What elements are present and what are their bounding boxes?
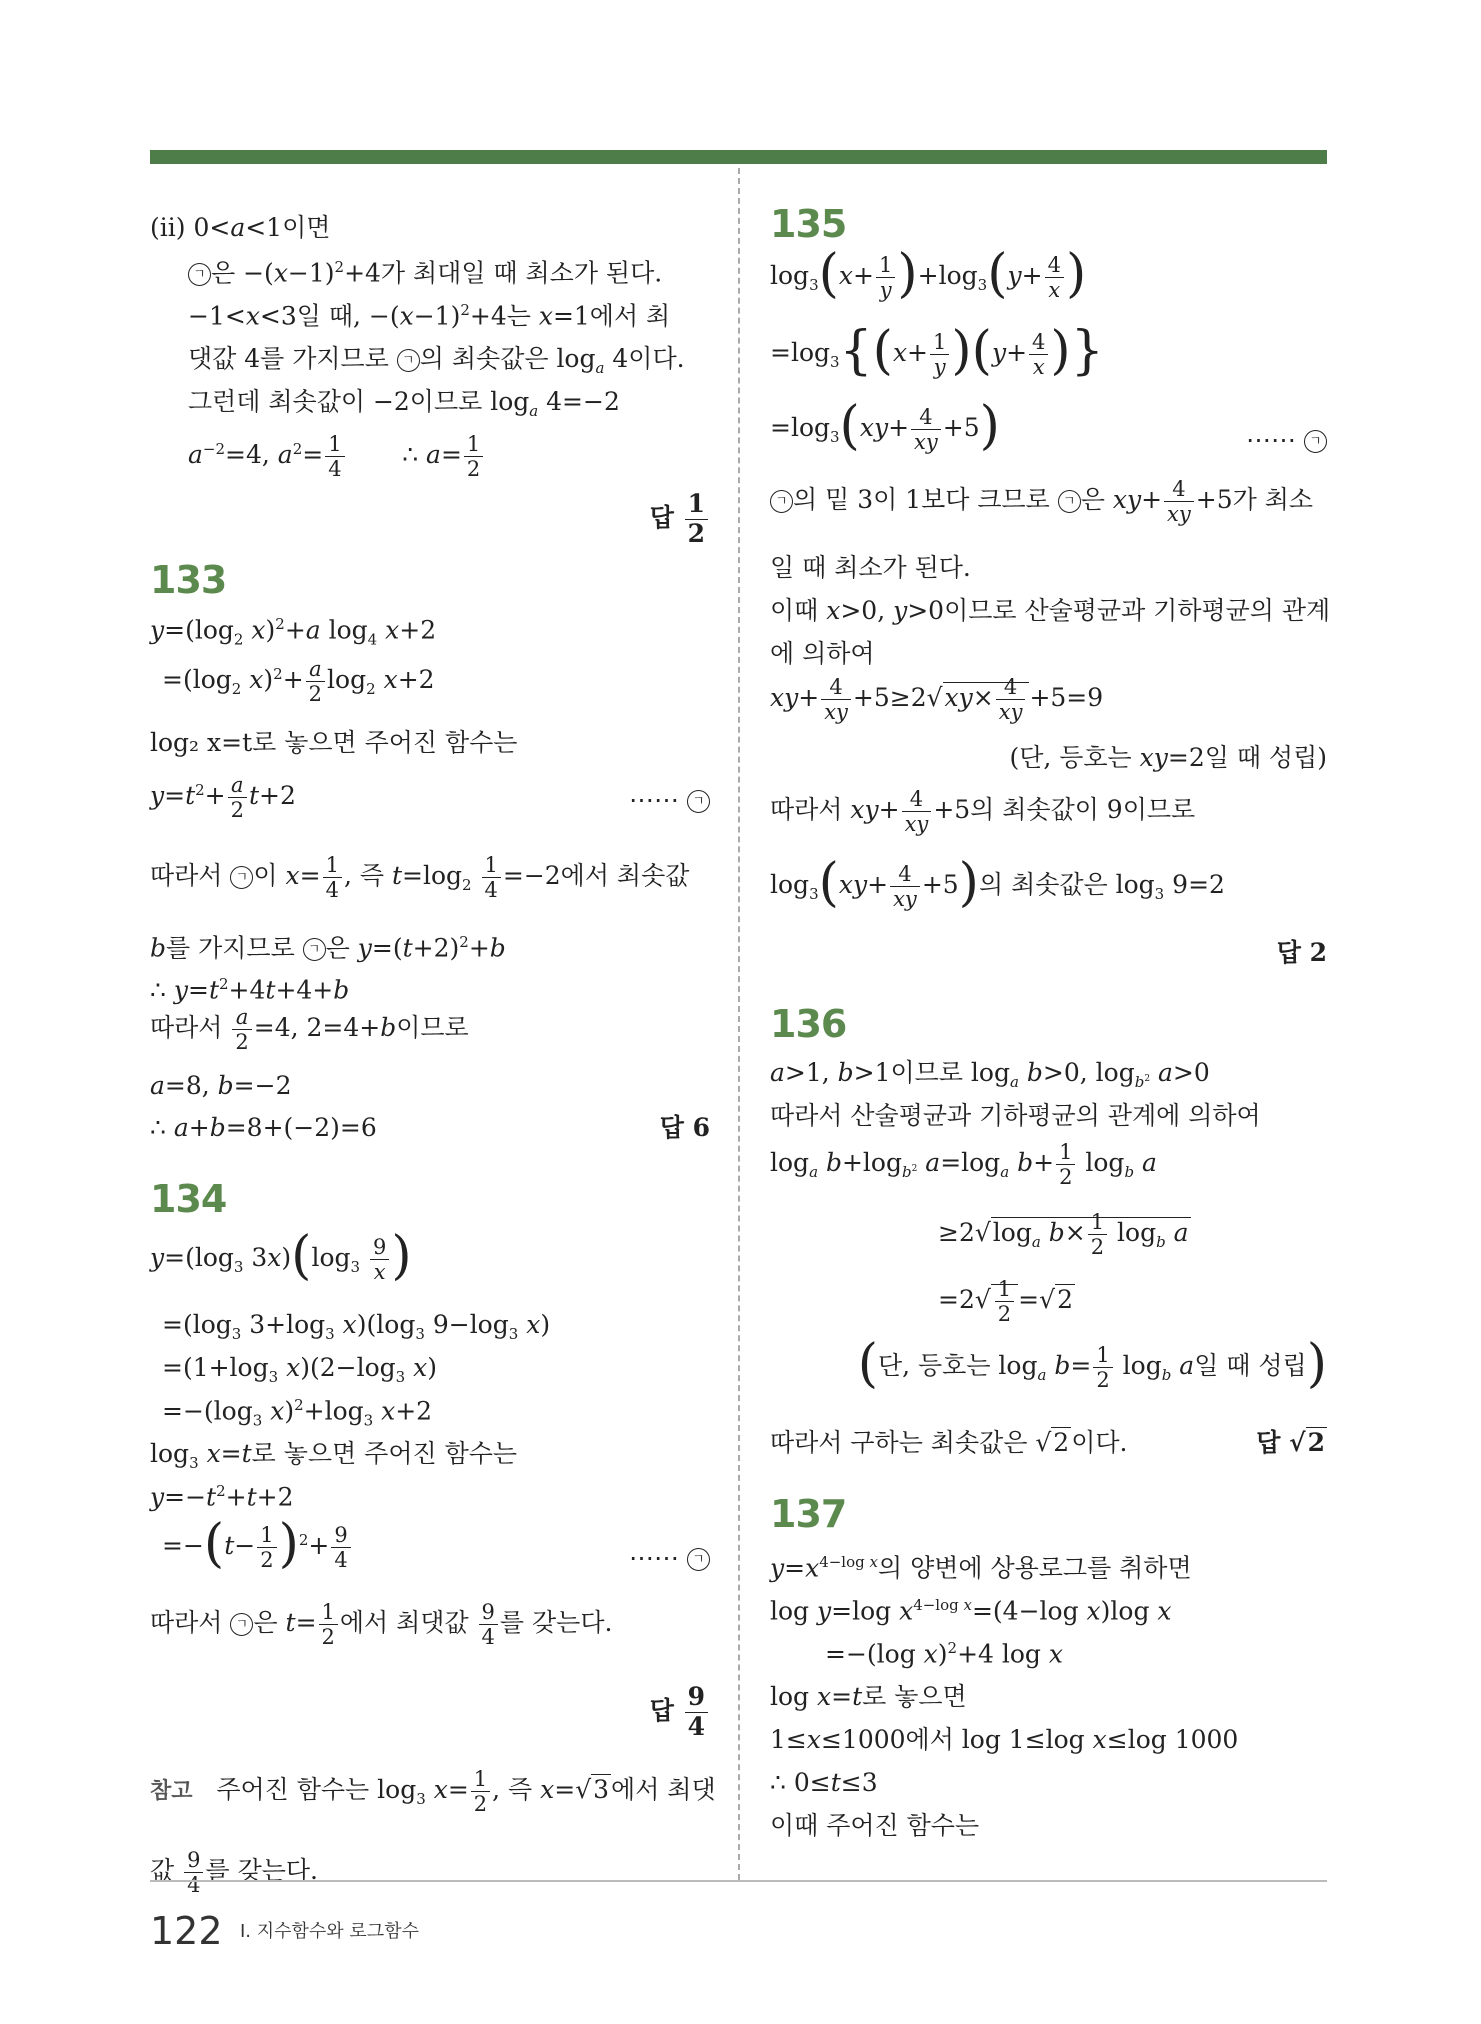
answer-135: 답 2	[1276, 938, 1327, 967]
p133-line: ∴ a+b=8+(−2)=6	[150, 1113, 377, 1142]
p136-line: $\log_a b+\log_{b^2}$ $a=\log_a$ b+ $\frac{1}{2}$ $\log_b a$	[770, 1140, 1157, 1190]
answer-133: 답 6	[659, 1113, 710, 1142]
footer-rule	[150, 1880, 1327, 1882]
p135-line: 따라서 xy+ $\frac{4}{xy}$ +5의 최솟값이 9이므로	[770, 787, 1196, 837]
p137-line: =−(log x)$^2$+4 log x	[825, 1639, 1063, 1669]
top-accent-bar	[150, 150, 1327, 164]
p135-line: $\log_3(x+$ $\frac{1}{y}$ )$+\log_3(y+$ $\frac{4}{x}$ )	[770, 244, 1087, 305]
answer-136: 답 √2	[1256, 1428, 1325, 1457]
p134-line: $y=(\log_3$ $3x)(\log_3$ $\frac{9}{x}$ )	[150, 1226, 412, 1287]
p133-line: a=8, b=−2	[150, 1071, 292, 1100]
chapter-title: Ⅰ. 지수함수와 로그함수	[240, 1921, 419, 1942]
p134-line: $=-(\log_3$ $x)^2+\log_3$ x+2	[162, 1396, 433, 1430]
p136-line: 따라서 구하는 최솟값은 √2이다.	[770, 1428, 1128, 1457]
p134-note: 값 $\frac{9}{4}$ 를 갖는다.	[150, 1848, 318, 1898]
answer-case2: 답 $\frac{1}{2}$	[650, 490, 710, 549]
case2-line: ㄱ 은 $-(x-1)^2+4$가 최대일 때 최소가 된다.	[188, 260, 662, 286]
p135-line: xy+ $\frac{4}{xy}$ +5≥2√xy× $\frac{4}{xy}$ +5=9	[770, 675, 1104, 725]
p135-line: $=\log_3\{(x+$ $\frac{1}{y}$ )(y+ $\frac{4}{x}$ )}	[770, 321, 1104, 382]
problem-number-133: 133	[150, 558, 227, 602]
p135-line: $=\log_3(xy+$ $\frac{4}{xy}$ +5) ⋯⋯ ㄱ	[770, 405, 1327, 454]
p134-line: 따라서 ㄱ 은 t= $\frac{1}{2}$ 에서 최댓값 $\frac{9}{4}$ 를 갖는다.	[150, 1600, 613, 1650]
p137-line: 1≤x≤1000에서 log 1≤log x≤log 1000	[770, 1725, 1239, 1754]
p133-line: ∴ $y=t^2+4t+4+b$	[150, 975, 350, 1005]
p135-line: 이때 x>0, y>0이므로 산술평균과 기하평균의 관계	[770, 596, 1331, 625]
p134-line: $y=-t^2+t+2$	[150, 1482, 294, 1512]
p134-line: $\log_3 x=t$로 놓으면 주어진 함수는	[150, 1439, 518, 1472]
case2-label: (ii) 0<a<1이면	[150, 213, 331, 242]
problem-number-136: 136	[770, 1002, 847, 1046]
p135-line: 일 때 최소가 된다.	[770, 553, 971, 582]
p137-line: log x=t로 놓으면	[770, 1682, 967, 1711]
p134-line: $=(1+\log_3$ $x)(2-\log_3$ x)	[162, 1353, 438, 1386]
p133-line: log₂ x=t로 놓으면 주어진 함수는	[150, 728, 518, 757]
answer-134: 답 $\frac{9}{4}$	[650, 1683, 710, 1742]
p135-line: ㄱ 의 밑 3이 1보다 크므로 ㄱ 은 xy+ $\frac{4}{xy}$ +5가 최소	[770, 477, 1313, 526]
p137-line: log y=log $x^{4-log x}=(4-\log$ x)log x	[770, 1596, 1172, 1626]
case2-line: −1<x<3일 때, $-(x-1)^2+4$는 x=1에서 최	[188, 301, 671, 331]
p133-line: 따라서 ㄱ 이 x= $\frac{1}{4}$ , 즉 $t=\log_2$ $\frac{1}{4}$ =−2에서 최솟값	[150, 853, 690, 903]
p137-line: 이때 주어진 함수는	[770, 1811, 980, 1840]
p136-line: $\ge 2√\log_a$ b× $\frac{1}{2}$ $\log_b a$	[938, 1210, 1189, 1260]
case2-line: 그런데 최솟값이 −2이므로 $\log_a 4=-2$	[188, 387, 620, 420]
p136-line: 따라서 산술평균과 기하평균의 관계에 의하여	[770, 1101, 1261, 1130]
problem-number-134: 134	[150, 1177, 227, 1221]
p137-line: $y=x^{4-log x}$의 양변에 상용로그를 취하면	[770, 1553, 1192, 1583]
p136-line: =2√ $\frac{1}{2}$ =√2	[938, 1277, 1073, 1327]
p133-line: b를 가지므로 ㄱ 은 $y=(t+2)^2+b$	[150, 933, 506, 963]
p134-line: =−(t− $\frac{1}{2}$ )$^2$+ $\frac{9}{4}$ ⋯⋯ ㄱ	[162, 1523, 710, 1572]
p135-line: $\log_3(xy+$ $\frac{4}{xy}$ +5)의 최솟값은 $\log_3 9=2$	[770, 853, 1225, 914]
p133-line: $=(\log_2$ x)$^2$+ $\frac{a}{2}$ $\log_2 x+2$	[162, 657, 435, 707]
case2-line: 댓값 4를 가지므로 ㄱ 의 최솟값은 $\log_a 4$이다.	[188, 344, 685, 377]
p134-line: $=(\log_3$ $3+\log_3$ $x)(\log_3$ $9-\log_3$ x)	[162, 1310, 551, 1343]
case2-final: $a^{-2}=4$, $a^2=$ $\frac{1}{4}$ ∴ a= $\frac{1}{2}$	[188, 432, 485, 481]
p133-line: 따라서 $\frac{a}{2}$ =4, 2=4+b이므로	[150, 1005, 469, 1055]
p135-line: (단, 등호는 xy=2일 때 성립)	[1009, 743, 1327, 772]
p133-line: $y=t^2+$ $\frac{a}{2}$ t+2 ⋯⋯ ㄱ	[150, 773, 710, 822]
page-number: 122	[150, 1909, 223, 1953]
p134-note: 참고 주어진 함수는 $\log_3 x=$ $\frac{1}{2}$ , 즉 x=√3에서 최댓	[150, 1767, 716, 1817]
problem-number-137: 137	[770, 1492, 847, 1536]
p136-line: (단, 등호는 $\log_a b=$ $\frac{1}{2}$ $\log_b a$일 때 성립)	[857, 1334, 1327, 1395]
p136-line: a>1, b>1이므로 $\log_a b>0$, $\log_{b^2} a>0$	[770, 1058, 1210, 1091]
p133-line: $y=(\log_2$ x)$^2$+a $\log_4 x+2$	[150, 615, 437, 649]
column-divider	[738, 168, 740, 1880]
p135-line: 에 의하여	[770, 639, 875, 668]
problem-number-135: 135	[770, 202, 847, 246]
p137-line: ∴ 0≤t≤3	[770, 1768, 878, 1797]
